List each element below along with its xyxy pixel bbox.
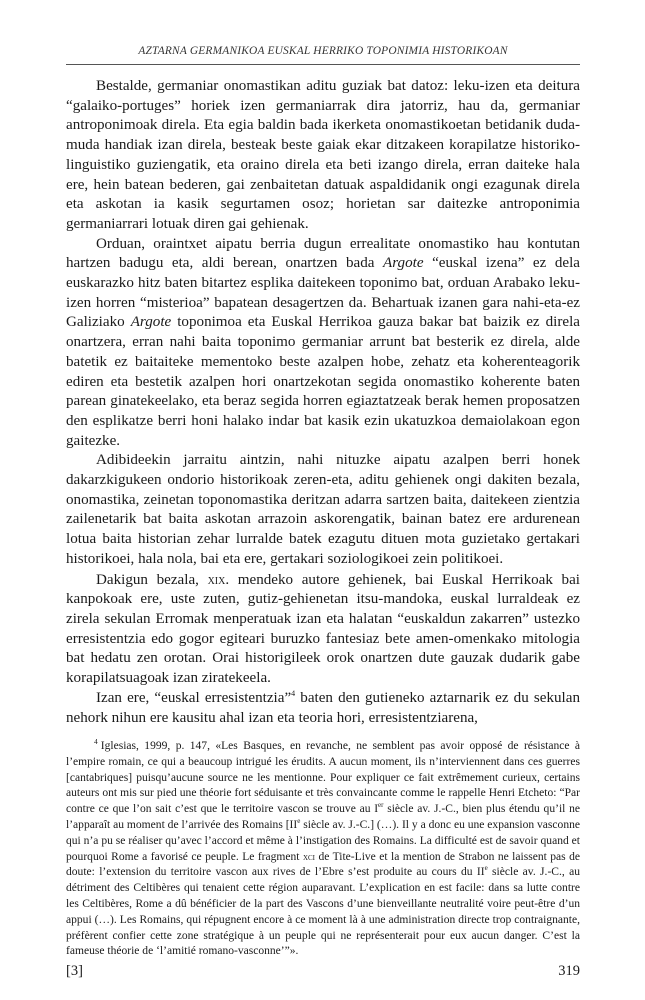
footnote [66,739,580,960]
paragraph: Bestalde, germaniar onomastikan aditu guziak bat datoz: leku-izen eta deitura “galaiko-portuges” horiek izen germaniarrak dira jatorriz, hau da, germaniar antroponimoak direla. Eta egia baldin bada ikerketa onomastikoetan betidanik duda-muda handiak izan direla, besteak beste gaiak ekar ditzakeen korapilatze historiko-linguistiko guziengatik, eta oraino direla eta beti izango direla, erran daiteke hala ere, hein batean bederen, gai zenbaitetan datuak aspaldidanik ongi ezagunak direla eta askotan ia kasik segurtamen osoz; horietan sar daitezke antroponimia germaniarrari lotuak diren gai gehienak. [66,78,580,232]
paragraph-text: Orduan, oraintxet aipatu berria dugun errealitate onomastiko hau kontutan hartzen badugu eta, aldi berean, onartzen bada [66,235,580,272]
century-numeral: xix [207,571,226,587]
footnote-segment: siècle av. J.-C., bien plus étendu qu’il ne l’apparaît au moment de l’arrivée des Romains [II [66,803,580,831]
header-rule [66,64,580,65]
footnote-number: 4 [94,737,98,747]
italic-toponym: Argote [130,314,172,331]
page-number: 319 [558,963,580,979]
paragraph [66,235,580,452]
footnote-segment: Iglesias, 1999, p. 147, «Les Basques, en revanche, ne semblent pas avoir opposé de résistance à l’empire romain, ce qui a beaucoup intrigué les érudits. A aucun moment, ils n’interviennent dans ces guerres [cantabriques] puisqu’aucune source ne les mentionne. Pour expliquer ce fait extrêmement curieux, certains auteurs ont mis sur pied une théorie fort séduisante et très convaincante comme le rappelle Henri Etcheto: “Par contre ce que l’on sait c’est que le territoire vascon se trouve au I [66,740,580,816]
paragraph-text: toponimoa eta Euskal Herrikoa gauza bakar bat baizik ez direla onartzera, erran nahi baita toponimo germaniar arrunt bat besterik ez direla, alde batetik ez baitaiteke mementoko beste azalpen hobe, zehatz eta koherenteagorik ediren eta bestetik azalpen hori onartzekotan segida onomastiko koherente baten parean ginatekeelako, eta beraz segida horren egiaztatzeak berak hemen proposatzen den esplikatze berri honi halako indar bat kasik ezin ukatuzkoa demaiolakoan egon gaitezke. [66,314,580,449]
paragraph [66,689,580,728]
folio-left: [3] [66,963,83,979]
footnote-segment: siècle av. J.-C., au détriment des Celtibères qui tenaient cette région auparavant. L’explication en est facile: dans sa lutte contre les Celtibères, Rome a dû bénéficier de la part des Vascons d’une bienveillante neutralité voire peut-être d’un appui (…). Les Romains, qui répugnent encore à ce moment là à une administration directe trop contraignante, préfèrent confier cette zone stratégique à un peuple qui ne représenterait pour eux aucun danger. C’est la fameuse théorie de ‘l’amitié romano-vasconne’”». [66,866,581,958]
footnote-segment: siècle av. J.-C.] (…). Il y a donc eu une expansion vasconne qui n’a pu se réaliser qu’avec l’accord et même à l’instigation des Romains. La difficulté est de savoir quand et pourquoi Rome a favorisé ce peuple. Le fragment [66,818,580,863]
main-text [66,77,580,728]
footnote-reference[interactable]: 4 [291,688,296,698]
ordinal-superscript: e [484,864,488,873]
ordinal-superscript: er [378,801,384,810]
italic-toponym: Argote [383,255,424,272]
paragraph-text: Izan ere, “euskal erresistentzia” [96,689,292,706]
footnote-segment: de Tite-Live et la mention de Strabon ne laissent pas de doute: l’extension du territoire vascon aux rives de l’Ebre s’est produite au cours du II [66,850,580,879]
paragraph-text: . mendeko autore gehienek, bai Euskal Herrikoak bai kanpokoak ere, uste zuten, gutiz-gehienetan itsu-mandoka, euskal lurraldeak ez zirela sekulan Erromak menperatuak izan eta halatan “euskaldun zakarren” ustezko erresistentzia edo gogor egiteari buruzko fantesiaz bete amen-omenkako mitologia bat hedatu zen orotan. Orai historigileek orok onartzen dute gauzak dudarik gabe korapilatsuagoak izan ziratekeela. [66,571,580,687]
paragraph [66,570,580,689]
paragraph-text: baten den gutieneko aztarnarik ez du sekulan nehork nihun ere kausitu ahal izan eta teoria hori, erresistentziarena, [66,689,580,726]
running-head: AZTARNA GERMANIKOA EUSKAL HERRIKO TOPONIMIA HISTORIKOAN [138,45,508,57]
ordinal-superscript: e [297,817,301,826]
paragraph-text: Dakigun bezala, [96,571,208,588]
footnote-text [66,739,580,960]
paragraph-text: “euskal izena” ez dela euskarazko hitz baten bitartez esplika daitekeen toponimo bat, orduan Arabako leku-izen horren “misterioa” bapatean desagertzen da. Behartuak izanen gara nahi-eta-ez Galiziako [66,255,581,331]
paragraph: Adibideekin jarraitu aintzin, nahi nituzke aipatu azalpen berri honek dakarzkigukeen ondorio historikoak zeren-eta, aditu gehienek ongi dakiten bezala, onomastika, zeinetan toponomastika deritzan adarra sartzen baita, daitekeen zientzia zailenetarik bat baita askotan arrazoin askorengatik, bainan batez ere ardurenean lotua baita historian zehar lurralde batek ezagutu dituen mota guzietako gertakari historikoei, hala nola, bai eta ere, gertakari soziologikoei zein politikoei. [66,452,580,567]
fragment-numeral: xci [302,851,316,863]
